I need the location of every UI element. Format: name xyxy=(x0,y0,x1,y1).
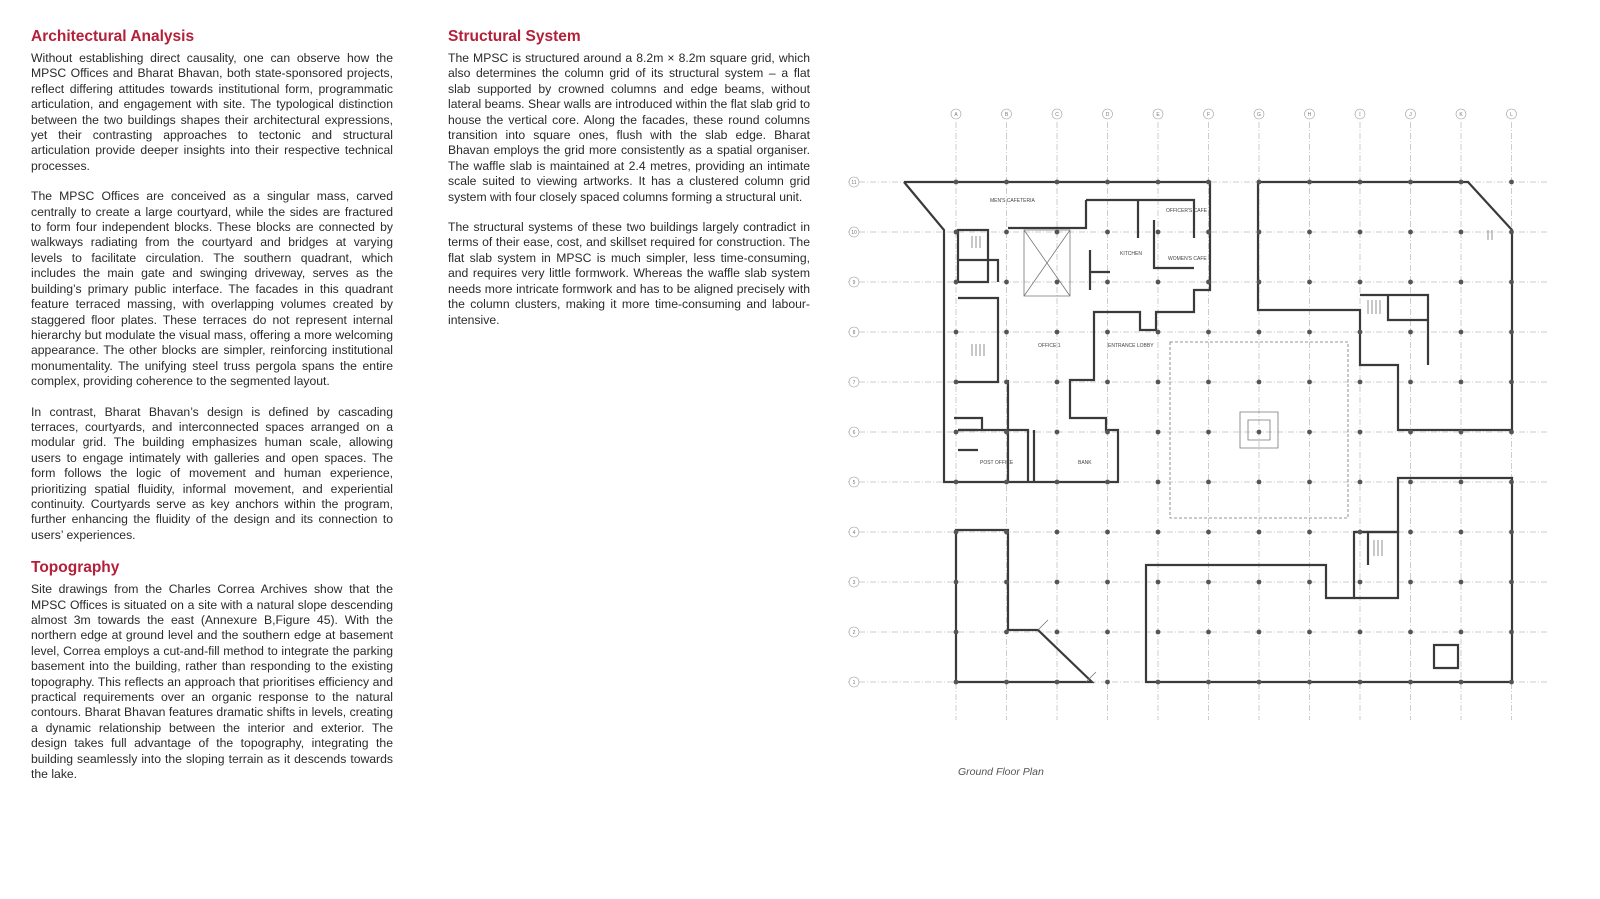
structural-column xyxy=(1105,280,1110,285)
structural-column xyxy=(1509,630,1514,635)
structural-column xyxy=(1307,480,1312,485)
structural-column xyxy=(1105,480,1110,485)
structural-column xyxy=(954,380,959,385)
structural-column xyxy=(1307,680,1312,685)
structural-column xyxy=(1459,280,1464,285)
structural-column xyxy=(1358,630,1363,635)
structural-column xyxy=(1358,430,1363,435)
structural-column xyxy=(1459,180,1464,185)
structural-column xyxy=(1257,630,1262,635)
grid-label-row-11: 11 xyxy=(851,180,857,186)
structural-column xyxy=(1459,430,1464,435)
structural-column xyxy=(1257,280,1262,285)
structural-column xyxy=(1459,630,1464,635)
structural-column xyxy=(1459,380,1464,385)
structural-column xyxy=(1257,680,1262,685)
structural-column xyxy=(954,330,959,335)
structural-column xyxy=(1055,530,1060,535)
structural-system-paragraph-2: The structural systems of these two buildings largely contradict in terms of their ease, cost, and skillset required for construction. The flat slab system in MPSC is much simpler, less time-consuming, and requires very little formwork. Whereas the waffle slab system needs more intricate formwork and has to be aligned precisely with the column clusters, making it more time-consuming and labour-intensive. xyxy=(448,220,810,327)
structural-column xyxy=(1004,280,1009,285)
room-label-post-office: POST OFFICE xyxy=(980,460,1014,466)
room-label-officers-cafe: OFFICER'S CAFE xyxy=(1166,208,1207,214)
room-label-entrance-lobby: ENTRANCE LOBBY xyxy=(1108,343,1154,349)
structural-column xyxy=(1257,180,1262,185)
structural-column xyxy=(1206,380,1211,385)
structural-column xyxy=(1105,230,1110,235)
grid-label-row-5: 5 xyxy=(852,480,856,486)
structural-column xyxy=(1358,530,1363,535)
structural-column xyxy=(954,580,959,585)
grid-label-row-8: 8 xyxy=(852,330,856,336)
room-label-kitchen: KITCHEN xyxy=(1120,251,1142,257)
ground-floor-plan-figure xyxy=(848,100,1578,740)
structural-column xyxy=(1156,630,1161,635)
structural-column xyxy=(1105,630,1110,635)
structural-column xyxy=(1206,430,1211,435)
structural-column xyxy=(1358,230,1363,235)
grid-label-C: C xyxy=(1055,112,1059,118)
middle-column xyxy=(448,27,810,343)
structural-column xyxy=(1206,280,1211,285)
structural-column xyxy=(1459,580,1464,585)
structural-column xyxy=(1105,580,1110,585)
wall-core-ne xyxy=(1360,295,1428,365)
structural-system-paragraph-1: The MPSC is structured around a 8.2m × 8.2m square grid, which also determines the column grid of its structural system – a flat slab supported by crowned columns and edge beams, without lateral beams. Shear walls are introduced within the flat slab grid to house the vertical core. Along the facades, these round columns transition into square ones, flush with the slab edge. Bharat Bhavan employs the grid more consistently as a spatial organiser. The waffle slab is maintained at 2.4 metres, providing an intimate scale suited to viewing artworks. It has a clustered column grid system with four closely spaced columns forming a structural unit. xyxy=(448,51,810,204)
room-label-office: OFFICE 1 xyxy=(1038,343,1061,349)
topography-heading: Topography xyxy=(31,559,120,577)
structural-column xyxy=(954,180,959,185)
structural-column xyxy=(1105,530,1110,535)
structural-column xyxy=(1408,530,1413,535)
structural-column xyxy=(1105,380,1110,385)
structural-column xyxy=(1257,330,1262,335)
structural-column xyxy=(1004,380,1009,385)
structural-column xyxy=(1004,180,1009,185)
architectural-analysis-paragraph-3: In contrast, Bharat Bhavan’s design is defined by cascading terraces, courtyards, and interconnected spaces arranged on a modular grid. The building emphasizes human scale, allowing users to engage intimately with galleries and open spaces. The form follows the logic of movement and human experience, prioritizing spatial fluidity, informal movement, and experiential continuity. Courtyards serve as key anchors within the program, further enhancing the fluidity of the design and its connection to users’ experiences. xyxy=(31,404,393,542)
structural-column xyxy=(1004,530,1009,535)
architectural-analysis-heading: Architectural Analysis xyxy=(31,28,195,45)
structural-column xyxy=(1307,380,1312,385)
structural-column xyxy=(1307,430,1312,435)
structural-column xyxy=(1105,330,1110,335)
structural-column xyxy=(1408,180,1413,185)
structural-column xyxy=(1105,430,1110,435)
structural-column xyxy=(1105,680,1110,685)
grid-label-row-3: 3 xyxy=(852,580,856,586)
structural-column xyxy=(1509,280,1514,285)
structural-column xyxy=(1408,630,1413,635)
structural-column xyxy=(1257,530,1262,535)
structural-column xyxy=(1358,480,1363,485)
architectural-analysis-paragraph-1: Without establishing direct causality, one can observe how the MPSC Offices and Bharat Bhavan, both state-sponsored projects, reflect differing attitudes towards institutional form, programmatic articulation, and engagement with site. The typological distinction between the two buildings shapes their architectural expressions, yet their contrasting approaches to tectonic and structural articulation provide deeper insights into their respective technical processes. xyxy=(31,51,393,173)
grid-label-row-7: 7 xyxy=(852,380,856,386)
topography-paragraph: Site drawings from the Charles Correa Archives show that the MPSC Offices is situated on a site with a natural slope descending almost 3m towards the east (Annexure B,Figure 45). With the northern edge at ground level and the southern edge at basement level, Correa employs a cut-and-fill method to integrate the parking basement into the building, rather than responding to the existing topography. This reflects an approach that prioritises efficiency and practical requirements over an organic response to the natural contours. Bharat Bhavan features dramatic shifts in levels, creating a dynamic relationship between the interior and exterior. The design takes full advantage of the topography, integrating the building seamlessly into the sloping terrain as it descends towards the lake. xyxy=(31,582,393,782)
sw-angle-detail xyxy=(1038,620,1096,682)
wall-rooms-west xyxy=(954,298,998,450)
structural-column xyxy=(1257,480,1262,485)
structural-column xyxy=(1509,580,1514,585)
architectural-analysis-paragraph-2: The MPSC Offices are conceived as a singular mass, carved centrally to create a large courtyard, while the sides are fractured to form four independent blocks. These blocks are connected by walkways radiating from the courtyard and bridges at varying levels to facilitate circulation. The southern quadrant, which includes the main gate and swinging driveway, serves as the building’s primary public interface. The facades in this quadrant feature terraced massing, with overlapping volumes created by staggered floor plates. These terraces do not represent internal hierarchy but modulate the visual mass, offering a more welcoming appearance. The other blocks are simpler, reinforcing institutional monumentality. The unifying steel truss pergola spans the entire complex, providing coherence to the segmented layout. xyxy=(31,189,393,389)
grid-label-L: L xyxy=(1510,112,1513,118)
wall-core-se-stair xyxy=(1434,645,1458,668)
grid-label-B: B xyxy=(1004,112,1009,118)
structural-column xyxy=(1206,530,1211,535)
figure-caption: Ground Floor Plan xyxy=(958,766,1044,778)
structural-column xyxy=(1055,430,1060,435)
grid-label-E: E xyxy=(1156,112,1160,118)
structural-column xyxy=(1156,380,1161,385)
structural-column xyxy=(1206,480,1211,485)
structural-column xyxy=(1156,330,1161,335)
structural-column xyxy=(1257,580,1262,585)
structural-column xyxy=(1156,680,1161,685)
structural-column xyxy=(1156,580,1161,585)
structural-column xyxy=(1509,180,1514,185)
structural-column xyxy=(1055,480,1060,485)
structural-column xyxy=(1105,180,1110,185)
grid-label-H: H xyxy=(1307,112,1312,118)
grid-label-D: D xyxy=(1105,112,1110,118)
grid-label-K: K xyxy=(1459,112,1463,118)
structural-column xyxy=(1509,430,1514,435)
structural-column xyxy=(1004,330,1009,335)
grid-label-G: G xyxy=(1257,112,1261,118)
structural-column xyxy=(1055,630,1060,635)
structural-column xyxy=(1408,430,1413,435)
grid-label-row-10: 10 xyxy=(851,230,857,236)
room-label-womens-cafe: WOMEN'S CAFE xyxy=(1168,256,1207,262)
structural-column xyxy=(1358,180,1363,185)
structural-column xyxy=(1509,530,1514,535)
structural-column xyxy=(1257,430,1262,435)
structural-column xyxy=(1459,530,1464,535)
structural-column xyxy=(1509,480,1514,485)
structural-column xyxy=(1004,680,1009,685)
structural-column xyxy=(1459,230,1464,235)
structural-column xyxy=(1307,230,1312,235)
structural-column xyxy=(1509,230,1514,235)
structural-column xyxy=(954,680,959,685)
wall-core-se xyxy=(1354,532,1398,598)
structural-column xyxy=(1055,680,1060,685)
ground-floor-plan-drawing xyxy=(848,100,1578,740)
structural-column xyxy=(1459,480,1464,485)
structural-column xyxy=(1307,180,1312,185)
grid-label-A: A xyxy=(954,112,958,118)
wall-block-south-west xyxy=(956,530,1092,682)
structural-column xyxy=(1156,230,1161,235)
structural-column xyxy=(1459,680,1464,685)
structural-column xyxy=(1307,530,1312,535)
nw-open-shaft xyxy=(1024,230,1070,296)
structural-column xyxy=(954,230,959,235)
structural-column xyxy=(1509,380,1514,385)
structural-column xyxy=(1257,380,1262,385)
wall-office-partitions xyxy=(958,380,1034,482)
grid-label-row-4: 4 xyxy=(852,530,856,536)
structural-column xyxy=(1408,580,1413,585)
structural-column xyxy=(954,630,959,635)
structural-column xyxy=(1408,680,1413,685)
structural-column xyxy=(1307,580,1312,585)
grid-label-row-6: 6 xyxy=(852,430,856,436)
structural-column xyxy=(1408,380,1413,385)
structural-column xyxy=(954,530,959,535)
wall-block-north-east xyxy=(1258,182,1512,430)
left-column xyxy=(31,27,393,797)
structural-column xyxy=(1055,230,1060,235)
structural-column xyxy=(1206,580,1211,585)
structural-column xyxy=(1307,280,1312,285)
structural-column xyxy=(954,480,959,485)
structural-column xyxy=(1206,630,1211,635)
grid-label-I: I xyxy=(1359,112,1361,118)
structural-column xyxy=(1509,330,1514,335)
structural-column xyxy=(1156,480,1161,485)
structural-column xyxy=(1307,330,1312,335)
structural-column xyxy=(1408,280,1413,285)
structural-column xyxy=(1459,330,1464,335)
structural-column xyxy=(1358,680,1363,685)
structural-column xyxy=(1156,430,1161,435)
structural-column xyxy=(1307,630,1312,635)
structural-column xyxy=(1004,580,1009,585)
structural-column xyxy=(1206,680,1211,685)
wall-core-nw xyxy=(958,230,998,282)
room-label-bank: BANK xyxy=(1078,460,1092,466)
structural-system-heading: Structural System xyxy=(448,28,581,45)
structural-column xyxy=(1156,530,1161,535)
structural-column xyxy=(1408,330,1413,335)
structural-column xyxy=(1358,280,1363,285)
structural-column xyxy=(1358,380,1363,385)
structural-column xyxy=(1055,280,1060,285)
grid-label-row-9: 9 xyxy=(852,280,856,286)
structural-column xyxy=(1509,680,1514,685)
grid-label-row-2: 2 xyxy=(852,630,856,636)
structural-column xyxy=(1206,180,1211,185)
structural-column xyxy=(1408,230,1413,235)
stair-hatching xyxy=(972,230,1492,556)
structural-column xyxy=(1004,230,1009,235)
grid-label-F: F xyxy=(1206,112,1211,118)
structural-column xyxy=(1206,230,1211,235)
structural-column xyxy=(1156,180,1161,185)
structural-column xyxy=(1358,330,1363,335)
structural-column xyxy=(1156,280,1161,285)
room-label-mens-cafeteria: MEN'S CAFETERIA xyxy=(990,198,1035,204)
structural-column xyxy=(1004,430,1009,435)
structural-column xyxy=(1257,230,1262,235)
structural-column xyxy=(1358,580,1363,585)
structural-column xyxy=(954,280,959,285)
grid-label-row-1: 1 xyxy=(852,680,856,686)
structural-column xyxy=(1004,630,1009,635)
structural-column xyxy=(954,430,959,435)
structural-column xyxy=(1055,380,1060,385)
structural-column xyxy=(1055,330,1060,335)
grid-label-J: J xyxy=(1409,112,1412,118)
structural-column xyxy=(1408,480,1413,485)
structural-column xyxy=(1055,180,1060,185)
structural-column xyxy=(1004,480,1009,485)
structural-column xyxy=(1206,330,1211,335)
structural-column xyxy=(1055,580,1060,585)
